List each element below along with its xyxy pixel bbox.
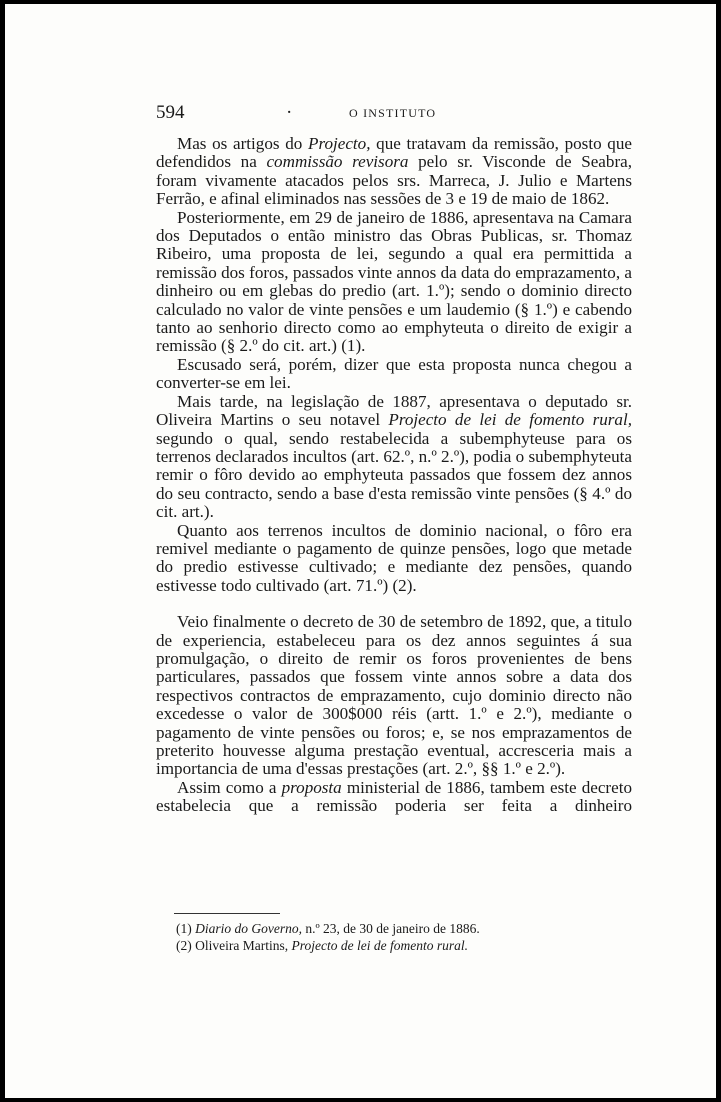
running-title: O INSTITUTO xyxy=(349,106,437,120)
footnote: (1) Diario do Governo, n.º 23, de 30 de janeiro de 1886. xyxy=(176,921,480,936)
book-page xyxy=(5,4,716,1098)
paragraph: Mas os artigos do Projecto, que tratavam da remissão, posto que defendidos na commissão revisora pelo sr. Visconde de Seabra, foram vivamente atacados pelos srs. Marreca, J. Julio e Martens Ferrão, e afinal eliminados nas sessões de 3 e 19 de maio de 1862. xyxy=(156,134,632,209)
paragraph: Veio finalmente o decreto de 30 de setembro de 1892, que, a titulo de experiencia, estabeleceu para os dez annos seguintes á sua promulgação, o direito de remir os foros provenientes de bens particulares, passados que fossem vinte annos sobre a data dos respectivos contractos de emprazamento, cujo dominio directo não excedesse o valor de 300$000 réis (artt. 1.º e 2.º), mediante o pagamento de vinte pensões ou foros; e, se nos emprazamentos de preterito houvesse alguma prestação eventual, accresceria mais a importancia de uma d'essas prestações (art. 2.º, §§ 1.º e 2.º). xyxy=(156,612,632,779)
footnotes xyxy=(176,920,606,954)
footnote: (2) Oliveira Martins, Projecto de lei de fomento rural. xyxy=(176,938,468,953)
body-text xyxy=(156,135,632,816)
header-separator: · xyxy=(286,102,293,123)
paragraph: Posteriormente, em 29 de janeiro de 1886, apresentava na Camara dos Deputados o então ministro das Obras Publicas, sr. Thomaz Ribeiro, uma proposta de lei, segundo a qual era permittida a remissão dos foros, passados vinte annos da data do emprazamento, a dinheiro ou em glebas do predio (art. 1.º); sendo o dominio directo calculado no valor de vinte pensões e um laudemio (§ 1.º) e cabendo tanto ao senhorio directo como ao emphyteuta o direito de exigir a remissão (§ 2.º do cit. art.) (1). xyxy=(156,207,632,356)
paragraph: Quanto aos terrenos incultos de dominio nacional, o fôro era remivel mediante o pagamento de quinze pensões, logo que metade do predio estivesse cultivado; e mediante dez pensões, quando estivesse todo cultivado (art. 71.º) (2). xyxy=(156,520,632,595)
paragraph: Mais tarde, na legislação de 1887, apresentava o deputado sr. Oliveira Martins o seu notavel Projecto de lei de fomento rural, segundo o qual, sendo restabelecida a subemphyteuse para os terrenos declarados incultos (art. 62.º, n.º 2.º), podia o subemphyteuta remir o fôro devido ao emphyteuta passados que fossem dez annos do seu contracto, sendo a base d'esta remissão vinte pensões (§ 4.º do cit. art.). xyxy=(156,391,632,522)
running-header xyxy=(156,102,632,124)
paragraph: Escusado será, porém, dizer que esta proposta nunca chegou a converter-se em lei. xyxy=(156,354,632,393)
page-number: 594 xyxy=(156,102,185,123)
footnote-rule xyxy=(174,913,280,914)
paragraph: Assim como a proposta ministerial de 1886, tambem este decreto estabelecia que a remissão poderia ser feita a dinheiro xyxy=(156,777,632,816)
